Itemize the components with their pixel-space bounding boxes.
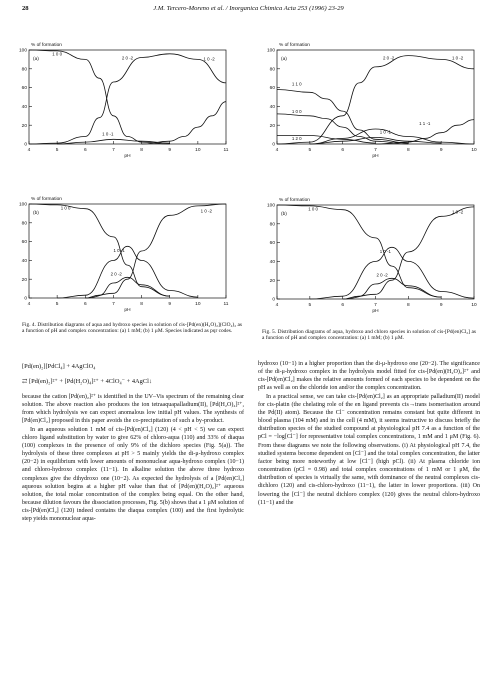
species-label: 2 0 -2 <box>376 272 388 278</box>
x-tick-label: 5 <box>308 303 312 308</box>
page-number: 28 <box>22 5 29 12</box>
running-head: J.M. Tercero-Moreno et al. / Inorganica Chimica Acta 253 (1996) 23-29 <box>153 5 344 12</box>
plot-frame <box>29 204 226 298</box>
figure-5a-chart <box>263 38 478 158</box>
species-label: 1 0 -1 <box>379 129 391 135</box>
species-label: 1 0 -2 <box>451 55 464 61</box>
species-label: 1 2 0 <box>291 136 302 142</box>
x-tick-label: 10 <box>195 302 201 307</box>
x-tick-label: 6 <box>341 303 345 308</box>
species-label: 1 0 0 <box>291 108 302 114</box>
x-tick-label: 11 <box>223 148 229 153</box>
x-tick-label: 11 <box>223 302 229 307</box>
x-tick-label: 6 <box>83 148 87 153</box>
y-tick-label: 100 <box>18 202 27 208</box>
x-tick-label: 4 <box>275 148 279 153</box>
y-tick-label: 0 <box>272 142 275 148</box>
x-tick-label: 7 <box>112 302 115 307</box>
y-tick-label: 20 <box>269 123 275 129</box>
y-tick-label: 40 <box>269 105 275 110</box>
x-tick-label: 4 <box>275 303 279 308</box>
x-tick-label: 9 <box>439 148 443 153</box>
y-tick-label: 60 <box>269 86 275 92</box>
species-curve <box>310 247 474 299</box>
distribution-plot <box>263 38 478 158</box>
species-curve <box>277 56 474 144</box>
x-tick-label: 9 <box>168 302 172 307</box>
panel-letter: (b) <box>281 212 287 217</box>
species-label: 1 0 -2 <box>203 56 215 62</box>
distribution-plot <box>15 38 230 158</box>
figure-5b-chart <box>263 193 478 313</box>
x-tick-label: 10 <box>471 148 477 153</box>
x-axis-label: pH <box>124 308 131 313</box>
y-tick-label: 20 <box>21 277 27 283</box>
x-tick-label: 9 <box>439 303 443 308</box>
x-axis-label: pH <box>372 154 379 159</box>
x-tick-label: 4 <box>27 148 31 153</box>
y-tick-label: 100 <box>266 203 275 209</box>
panel-letter: (b) <box>33 211 39 216</box>
y-tick-label: 0 <box>272 297 275 303</box>
y-tick-label: 100 <box>266 48 275 54</box>
species-label: 1 1 -1 <box>419 121 431 127</box>
species-curve <box>29 204 170 296</box>
x-tick-label: 5 <box>55 148 59 153</box>
panel-letter: (a) <box>33 57 39 62</box>
y-tick-label: 20 <box>21 123 27 129</box>
species-curve <box>29 50 170 144</box>
species-label: 1 0 0 <box>308 206 318 212</box>
x-tick-label: 4 <box>27 302 31 307</box>
plot-frame <box>29 50 226 144</box>
x-tick-label: 7 <box>374 148 377 153</box>
paragraph: In a practical sense, we can take cis-[Pd(en)Cl₂] as an appropriate palladium(II) model for cis-platin (the chelating role of the en ligand prevents cis→trans isomerisation around the Pd(II) atom). Because the Cl⁻ concentration remains constant but quite different in blood plasma (104 mM) and in the cell (4 mM), it seems instructive to discuss briefly the distribution species of the studied compound at physiological pH 7.4 as a function of the pCl = −log[Cl⁻] for representative total complex concentrations, 1 mM and 1 μM (Fig. 6). From these diagrams we note the following observations. (i) At physiological pH 7.4, the studied systems become dependent on [Cl⁻] and the total complex concentration, the latter factor being more noteworthy at low [Cl⁻] (high pCl). (ii) At plasma chloride ion concentration (pCl = 0.98) and total complex concentrations of 1 mM or 1 μM, the distribution of species is virtually the same, with dominance of the neutral complexes cis-dichloro (120) and cis-chloro-hydroxo (11−1), the latter in lower proportions. (iii) On lowering the [Cl⁻] the neutral dichloro complex (120) gives the neutral chloro-hydroxo (11−1) and the <box>258 393 480 506</box>
equation-line-2: ⇄ [Pd(en)₂]²⁺ + [Pd(H₂O)₄]²⁺ + 4ClO₄⁻ + 4AgCl↓ <box>22 378 153 385</box>
species-label: 1 0 0 <box>52 51 63 57</box>
x-tick-label: 10 <box>195 148 201 153</box>
y-tick-label: 20 <box>269 278 275 284</box>
y-axis-label: % of formation <box>279 43 310 48</box>
plot-frame <box>277 50 474 144</box>
panel-letter: (a) <box>281 57 287 62</box>
y-tick-label: 100 <box>18 48 27 54</box>
species-label: 1 0 -1 <box>102 131 114 137</box>
x-tick-label: 8 <box>140 148 143 153</box>
equation-line-1: [Pd(en)₂][PdCl₄] + 4AgClO₄ <box>22 363 96 370</box>
y-tick-label: 80 <box>21 221 27 227</box>
running-header <box>22 5 475 17</box>
y-tick-label: 40 <box>21 105 27 110</box>
species-label: 1 0 -1 <box>113 247 125 253</box>
y-tick-label: 40 <box>21 259 27 264</box>
reaction-equation <box>22 362 152 386</box>
figure-4b-chart <box>15 192 230 312</box>
species-label: 1 0 -2 <box>200 208 212 214</box>
y-tick-label: 80 <box>269 67 275 73</box>
y-tick-label: 60 <box>21 240 27 246</box>
x-tick-label: 9 <box>168 148 172 153</box>
x-tick-label: 8 <box>140 302 143 307</box>
x-tick-label: 5 <box>55 302 59 307</box>
distribution-plot <box>263 193 478 313</box>
y-tick-label: 60 <box>269 241 275 247</box>
species-label: 1 0 -2 <box>451 209 464 215</box>
species-curve <box>277 205 441 297</box>
y-tick-label: 80 <box>269 222 275 228</box>
figure-5-caption: Fig. 5. Distribution diagrams of aqua, hydroxo and chloro species in solution of cis-[Pd(en)Cl₂] as a function of pH and complex concentration: (a) 1 mM; (b) 1 μM. <box>262 329 476 342</box>
y-axis-label: % of formation <box>31 43 62 48</box>
figure-4-caption: Fig. 4. Distribution diagrams of aqua and hydroxo species in solution of cis-[Pd(en)(H₂O)₂](ClO₄)₂ as a function of pH and complex concentration: (a) 1 mM; (b) 1 μM. Species indicated as pqr codes. <box>22 322 242 335</box>
x-tick-label: 6 <box>83 302 87 307</box>
species-curve <box>57 246 198 298</box>
x-tick-label: 7 <box>112 148 115 153</box>
paragraph: In an aqueous solution 1 mM of cis-[Pd(en)Cl₂] (120) (4 < pH < 5) we can expect chloro ligand substitution by water to give 62% of chloro-aqua (110) and 33% of diaqua (100) complexes in the presence of only 9% of the dichloro species (Fig. 5(a)). The hydrolysis of these three complexes at pH > 5 mainly yields the di-μ-hydroxo complex (20−2) in equilibrium with lower amounts of mononuclear aqua-hydroxo complex (10−1) and chloro-hydroxo complex (11−1). In alkaline solution the above three hydroxo complexes give the dihydroxo one (10−2). As expected the hydrolysis of a [Pd(en)Cl₂] aqueous solution begins at a higher pH value than that of [Pd(en)(H₂O)₂]²⁺ aqueous solution, the total molar concentration of the complex being equal. On the other hand, because dilution favours the dissociation processes, Fig. 5(b) shows that a 1 μM solution of cis-[Pd(en)Cl₂] (120) indeed contains the diaqua complex (100) and the first hydrolytic step yields mononuclear aqua- <box>22 426 244 523</box>
y-tick-label: 0 <box>24 142 27 148</box>
species-curve <box>277 90 408 144</box>
paragraph: hydroxo (10−1) in a higher proportion than the di-μ-hydroxo one (20−2). The significance of the di-μ-hydroxo complex in the hydrolysis model fitted for cis-[Pd(en)(H₂O)₂]²⁺ and cis-[Pd(en)Cl₂] makes the relative amounts formed of each species to be dependent on the pH as well as on the chloride ion and/or the complex concentration. <box>258 361 480 392</box>
right-column-text <box>258 360 480 507</box>
y-tick-label: 0 <box>24 296 27 302</box>
species-label: 1 1 0 <box>291 81 302 87</box>
plot-frame <box>277 205 474 299</box>
species-label: 2 0 -2 <box>383 55 395 61</box>
x-tick-label: 5 <box>308 148 312 153</box>
x-tick-label: 8 <box>406 148 410 153</box>
y-tick-label: 40 <box>269 260 275 265</box>
y-axis-label: % of formation <box>279 198 310 203</box>
species-curve <box>142 102 226 144</box>
distribution-plot <box>15 192 230 312</box>
figure-4a-chart <box>15 38 230 158</box>
x-tick-label: 6 <box>341 148 345 153</box>
y-axis-label: % of formation <box>31 197 62 202</box>
x-tick-label: 10 <box>471 303 477 308</box>
species-label: 1 0 -1 <box>379 248 391 254</box>
species-label: 1 0 0 <box>60 205 71 211</box>
x-axis-label: pH <box>124 154 131 159</box>
species-label: 2 0 -2 <box>121 55 134 61</box>
left-column-text <box>22 393 244 524</box>
x-axis-label: pH <box>372 309 379 314</box>
y-tick-label: 80 <box>21 67 27 73</box>
species-curve <box>29 51 226 144</box>
x-tick-label: 7 <box>374 303 377 308</box>
species-curve <box>343 207 474 299</box>
paragraph: because the cation [Pd(en)₂]²⁺ is identified in the UV–Vis spectrum of the remaining clear solution. The above reaction also produces the ion tetraaquapalladium(II), [Pd(H₂O)₄]²⁺, from which hydrolysis we can expect anomalous low initial pH values. The synthesis of [Pd(en)Cl₂] proposed in this paper avoids the co-precipitation of such a by-product. <box>22 394 244 425</box>
x-tick-label: 8 <box>406 303 410 308</box>
species-curve <box>85 204 226 298</box>
species-label: 2 0 -2 <box>110 271 122 277</box>
y-tick-label: 60 <box>21 86 27 92</box>
